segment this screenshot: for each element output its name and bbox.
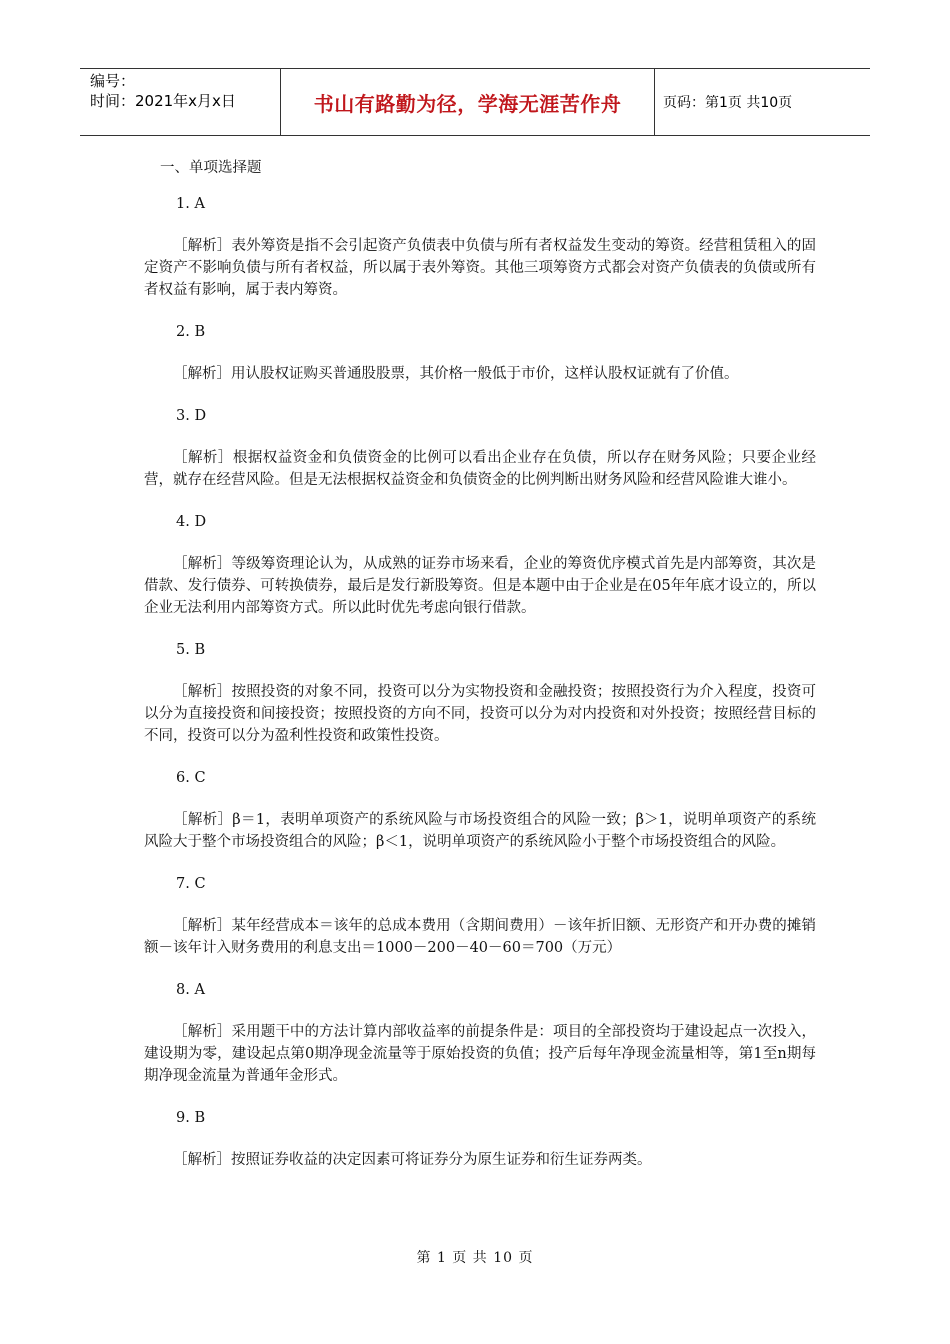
answer-line: 5. B — [176, 642, 206, 658]
question-7 — [144, 873, 816, 959]
analysis-paragraph: ［解析］表外筹资是指不会引起资产负债表中负债与所有者权益发生变动的筹资。经营租赁租入的固定资产不影响负债与所有者权益，所以属于表外筹资。其他三项筹资方式都会对资产负债表的负债或所有者权益有影响，属于表内筹资。 — [144, 238, 816, 298]
question-1 — [144, 193, 816, 301]
answer-line: 8. A — [176, 982, 205, 998]
question-8 — [144, 979, 816, 1087]
analysis-paragraph: ［解析］按照证券收益的决定因素可将证券分为原生证券和衍生证券两类。 — [173, 1152, 652, 1168]
answer-line: 9. B — [176, 1110, 206, 1126]
question-9 — [144, 1107, 816, 1171]
question-4 — [144, 511, 816, 619]
answer-line: 6. C — [176, 770, 206, 786]
header-info — [80, 69, 280, 135]
date-label: 时间：2021年x月x日 — [90, 92, 236, 110]
analysis-paragraph: ［解析］某年经营成本＝该年的总成本费用（含期间费用）－该年折旧额、无形资产和开办费的摊销额－该年计入财务费用的利息支出＝1000－200－40－60＝700（万元） — [144, 918, 816, 956]
document-body — [144, 157, 816, 1191]
analysis-paragraph: ［解析］等级筹资理论认为，从成熟的证券市场来看，企业的筹资优序模式首先是内部筹资，其次是借款、发行债券、可转换债券，最后是发行新股筹资。但是本题中由于企业是在05年年底才设立的，所以企业无法利用内部筹资方式。所以此时优先考虑向银行借款。 — [144, 556, 816, 616]
analysis-paragraph: ［解析］采用题干中的方法计算内部收益率的前提条件是：项目的全部投资均于建设起点一次投入，建设期为零，建设起点第0期净现金流量等于原始投资的负值；投产后每年净现金流量相等，第1至n期每期净现金流量为普通年金形式。 — [144, 1024, 816, 1084]
question-6 — [144, 767, 816, 853]
question-5 — [144, 639, 816, 747]
header-motto: 书山有路勤为径，学海无涯苦作舟 — [280, 69, 655, 135]
analysis-paragraph: ［解析］β＝1，表明单项资产的系统风险与市场投资组合的风险一致；β＞1，说明单项资产的系统风险大于整个市场投资组合的风险；β＜1，说明单项资产的系统风险小于整个市场投资组合的风险。 — [144, 812, 816, 850]
analysis-paragraph: ［解析］用认股权证购买普通股股票，其价格一般低于市价，这样认股权证就有了价值。 — [173, 366, 739, 382]
number-label: 编号： — [90, 72, 136, 90]
section-title: 一、单项选择题 — [160, 160, 262, 176]
answer-line: 2. B — [176, 324, 206, 340]
question-2 — [144, 321, 816, 385]
answer-line: 4. D — [176, 514, 207, 530]
header-page-code: 页码：第1页 共10页 — [663, 95, 793, 111]
page-header — [80, 68, 870, 136]
page-footer: 第 1 页 共 10 页 — [416, 1250, 534, 1266]
answer-line: 7. C — [176, 876, 206, 892]
answer-line: 1. A — [176, 196, 205, 212]
analysis-paragraph: ［解析］按照投资的对象不同，投资可以分为实物投资和金融投资；按照投资行为介入程度，投资可以分为直接投资和间接投资；按照投资的方向不同，投资可以分为对内投资和对外投资；按照经营目标的不同，投资可以分为盈利性投资和政策性投资。 — [144, 684, 816, 744]
answer-line: 3. D — [176, 408, 207, 424]
question-3 — [144, 405, 816, 491]
analysis-paragraph: ［解析］根据权益资金和负债资金的比例可以看出企业存在负债，所以存在财务风险；只要企业经营，就存在经营风险。但是无法根据权益资金和负债资金的比例判断出财务风险和经营风险谁大谁小。 — [144, 450, 816, 488]
